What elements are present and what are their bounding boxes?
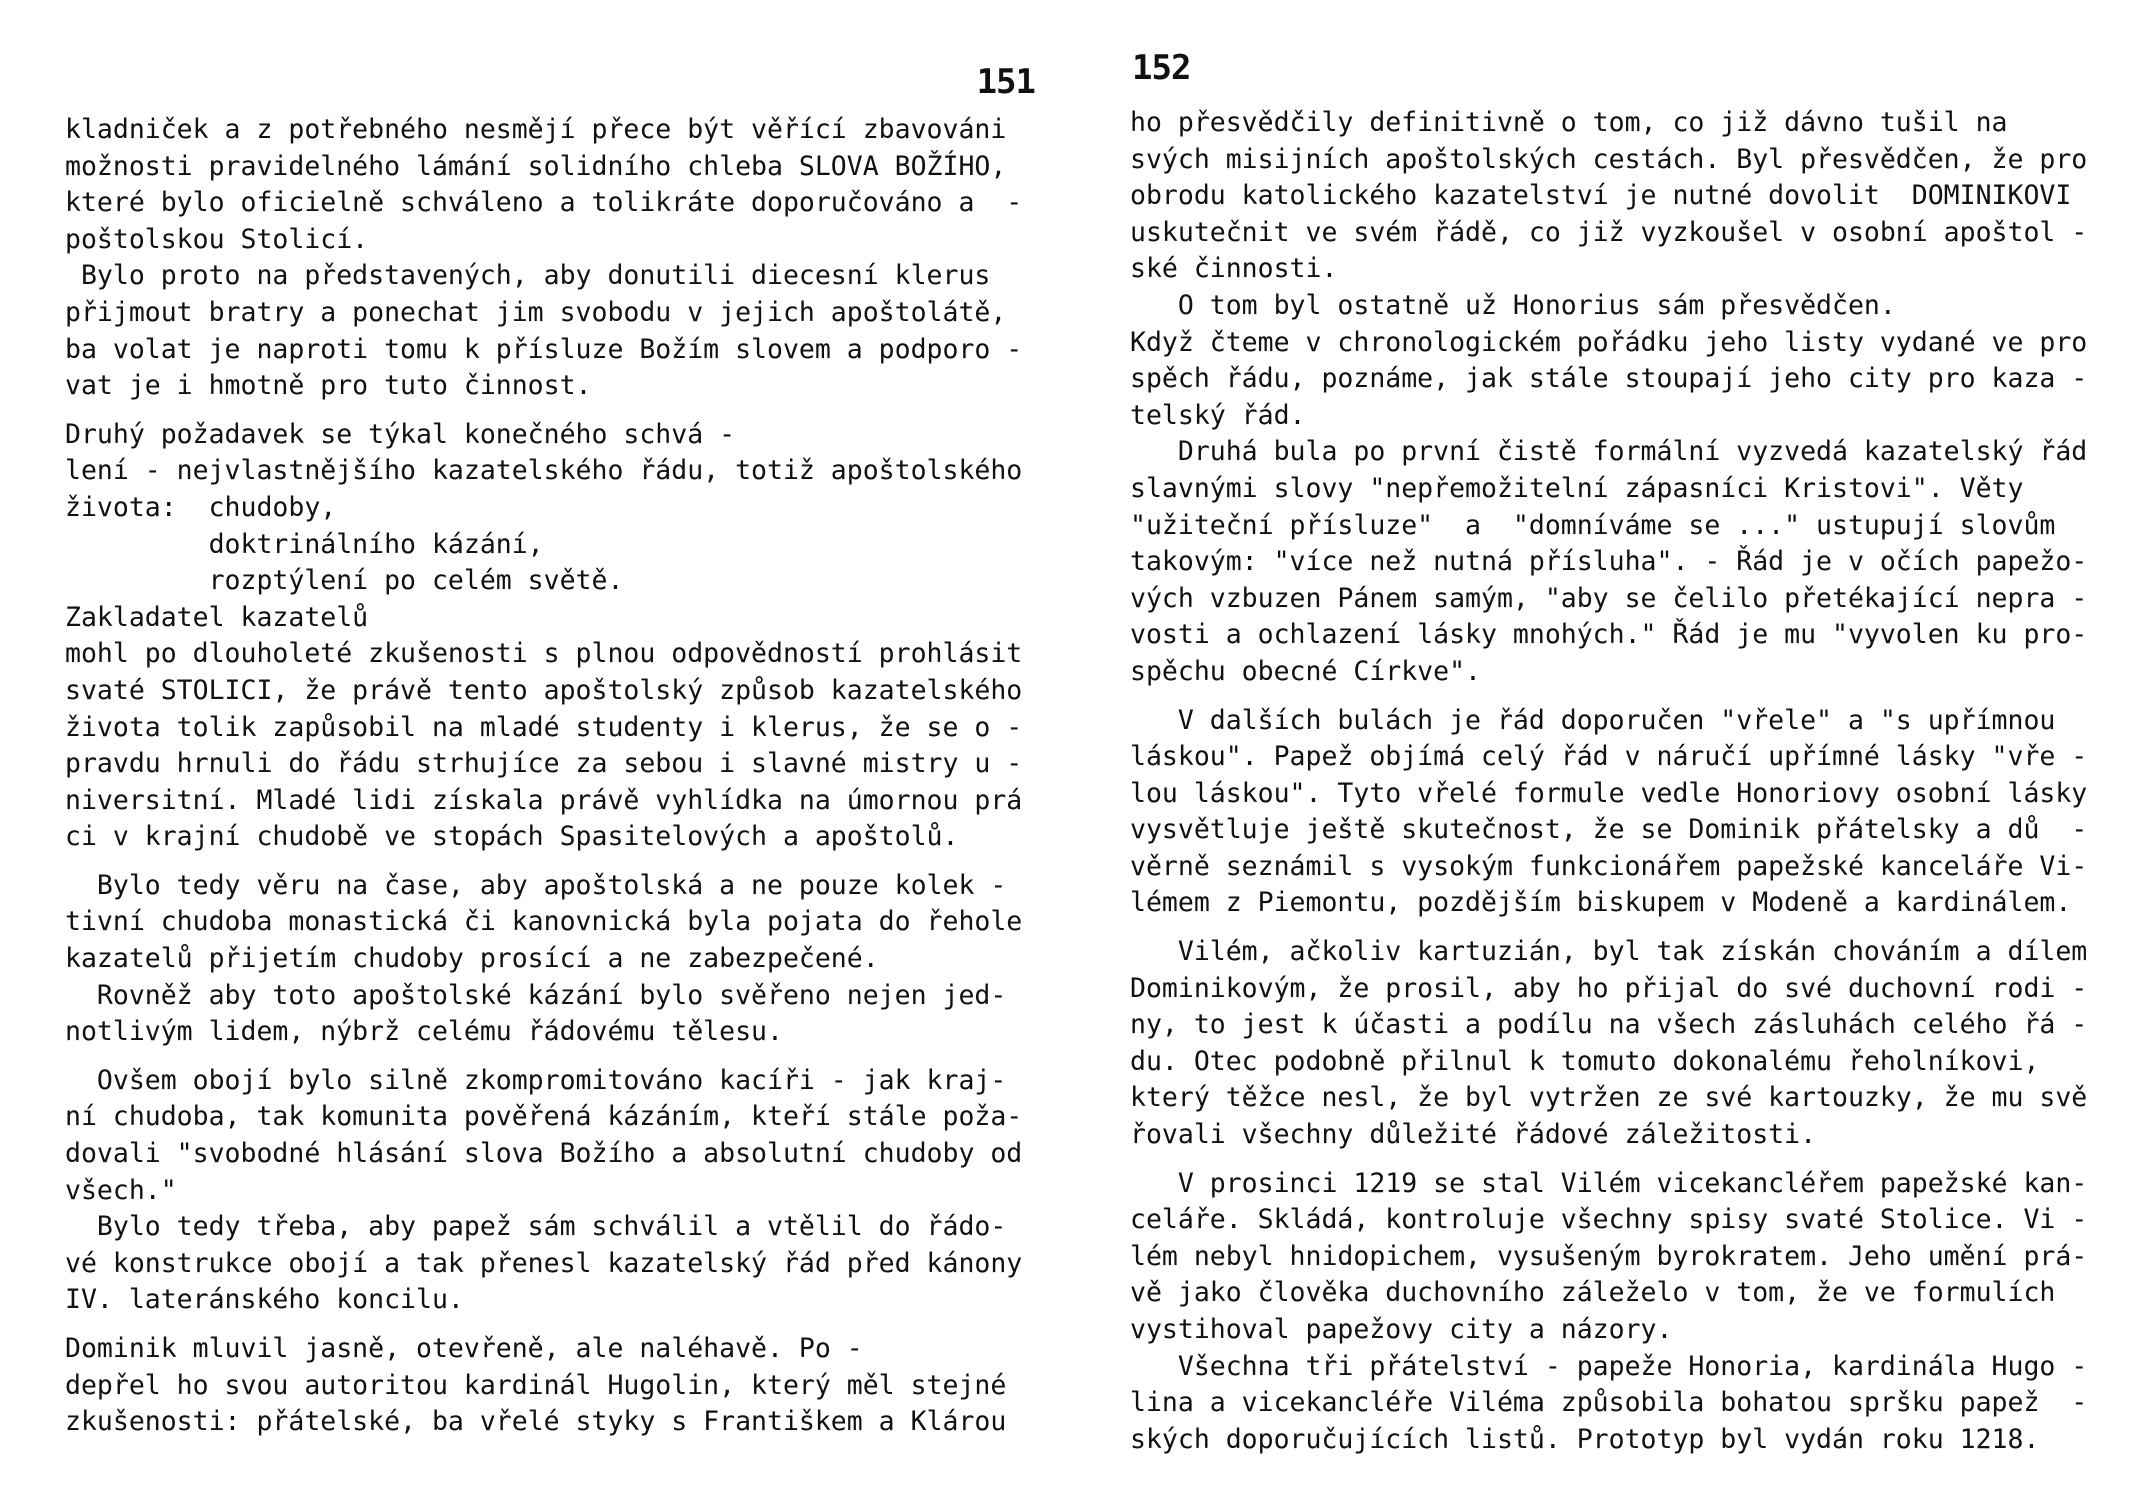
text-line: vystihoval papežovy city a názory. [1130,1314,1673,1345]
text-line: všech." [65,1174,177,1206]
text-line: řovali všechny důležité řádové záležitosti. [1130,1119,1817,1151]
text-line: doktrinálního kázání, [65,528,544,560]
paragraph-gap [65,405,1025,417]
text-line: tivní chudoba monastická či kanovnická byla pojata do řehole [65,906,1023,938]
text-line: du. Otec podobně přilnul k tomuto dokonalému řeholníkovi, [1130,1045,2040,1077]
paragraph-gap [1130,1154,2090,1166]
text-line: Bylo tedy věru na čase, aby apoštolská a ne pouze kolek - [65,869,1007,901]
text-line: vysvětluje ještě skutečnost, že se Dominik přátelsky a dů - [1130,814,2088,846]
text-line: telský řád. [1130,399,1306,431]
text-line: lou láskou". Tyto vřelé formule vedle Honoriovy osobní lásky [1130,777,2088,809]
page-number-right: 152 [1132,48,1191,88]
text-line: "užiteční přísluze" a "domníváme se ..." ustupují slovům [1130,509,2056,541]
paragraph-gap [1130,922,2090,934]
text-line: spěchu obecné Církve". [1130,655,1481,687]
right-page [1130,0,2090,1500]
text-line: notlivým lidem, nýbrž celému řádovému tělesu. [65,1016,783,1048]
text-line: láskou". Papež objímá celý řád v náručí upřímné lásky "vře - [1130,741,2088,773]
text-line: vat je i hmotně pro tuto činnost. [65,370,592,402]
text-line: Bylo proto na představených, aby donutili diecesní klerus [65,260,991,292]
right-page-text [1130,105,2090,1458]
text-line: depřel ho svou autoritou kardinál Hugolin, který měl stejné [65,1369,1007,1401]
text-line: ské činnosti. [1130,253,1338,285]
text-line: vých vzbuzen Pánem samým, "aby se čelilo přetékající nepra - [1130,582,2088,614]
text-line: ny, to jest k účasti a podílu na všech zásluhách celého řá - [1130,1009,2088,1041]
text-line: Zakladatel kazatelů [65,601,369,633]
text-line: obrodu katolického kazatelství je nutné dovolit DOMINIKOVI [1130,180,2072,212]
text-line: ní chudoba, tak komunita pověřená kázáním, kteří stále poža- [65,1101,1023,1133]
text-line: Ovšem obojí bylo silně zkompromitováno kacíři - jak kraj- [65,1064,1007,1096]
text-line: vě jako člověka duchovního záleželo v tom, že ve formulích [1130,1277,2056,1309]
text-line: Když čteme v chronologickém pořádku jeho listy vydané ve pro [1130,326,2088,358]
text-line: lina a vicekancléře Viléma způsobila bohatou spršku papež - [1130,1387,2088,1419]
text-line: Druhý požadavek se týkal konečného schvá - [65,418,736,450]
left-page-text [65,112,1025,1441]
text-line: kazatelů přijetím chudoby prosící a ne zabezpečené. [65,943,879,975]
text-line: uskutečnit ve svém řádě, co již vyzkoušel v osobní apoštol - [1130,216,2088,248]
paragraph-gap [65,1319,1025,1331]
text-line: ba volat je naproti tomu k přísluze Božím slovem a podporo - [65,333,1023,365]
text-line: ských doporučujících listů. Prototyp byl vydán roku 1218. [1130,1423,2040,1455]
text-line: takovým: "více než nutná přísluha". - Řád je v očích papežo- [1130,546,2088,578]
text-line: IV. lateránského koncilu. [65,1284,464,1316]
text-line: V prosinci 1219 se stal Vilém vicekancléřem papežské kan- [1130,1167,2088,1199]
text-line: O tom byl ostatně už Honorius sám přesvědčen. [1130,289,1896,321]
paragraph-gap [65,856,1025,868]
paragraph-gap [65,1051,1025,1063]
text-line: života: chudoby, [65,491,337,523]
text-line: Druhá bula po první čistě formální vyzvedá kazatelský řád [1130,436,2088,468]
text-line: Všechna tři přátelství - papeže Honoria, kardinála Hugo - [1130,1350,2088,1382]
text-line: poštolskou Stolicí. [65,223,369,255]
text-line: Bylo tedy třeba, aby papež sám schválil a vtělil do řádo- [65,1211,1007,1243]
text-line: ho přesvědčily definitivně o tom, co již dávno tušil na [1130,107,2008,138]
text-line: svaté STOLICI, že právě tento apoštolský způsob kazatelského [65,674,1023,706]
text-line: věrně seznámil s vysokým funkcionářem papežské kanceláře Vi- [1130,850,2088,882]
text-line: V dalších bulách je řád doporučen "vřele" a "s upřímnou [1130,704,2056,736]
text-line: lém nebyl hnidopichem, vysušeným byrokratem. Jeho umění prá- [1130,1240,2088,1272]
text-line: které bylo oficielně schváleno a tolikráte doporučováno a - [65,187,1023,219]
text-line: spěch řádu, poznáme, jak stále stoupají jeho city pro kaza - [1130,363,2088,395]
text-line: Vilém, ačkoliv kartuzián, byl tak získán chováním a dílem [1130,936,2088,968]
text-line: Dominik mluvil jasně, otevřeně, ale naléhavě. Po - [65,1333,863,1364]
text-line: přijmout bratry a ponechat jim svobodu v jejich apoštolátě, [65,296,1007,328]
text-line: vosti a ochlazení lásky mnohých." Řád je mu "vyvolen ku pro- [1130,619,2088,651]
text-line: niversitní. Mladé lidi získala právě vyhlídka na úmornou prá [65,784,1023,816]
paragraph-gap [1130,691,2090,703]
text-line: zkušenosti: přátelské, ba vřelé styky s Františkem a Klárou [65,1406,1007,1438]
text-line: který těžce nesl, že byl vytržen ze své kartouzky, že mu svě [1130,1082,2088,1114]
text-line: kladniček a z potřebného nesmějí přece být věřící zbavováni [65,114,1007,145]
text-line: života tolik zapůsobil na mladé studenty i klerus, že se o - [65,711,1023,743]
text-line: celáře. Skládá, kontroluje všechny spisy svaté Stolice. Vi - [1130,1204,2088,1236]
text-line: slavnými slovy "nepřemožitelní zápasníci Kristovi". Věty [1130,472,2024,504]
text-line: vé konstrukce obojí a tak přenesl kazatelský řád před kánony [65,1247,1023,1279]
text-line: možnosti pravidelného lámání solidního chleba SLOVA BOŽÍHO, [65,150,1007,182]
text-line: lení - nejvlastnějšího kazatelského řádu, totiž apoštolského [65,455,1023,487]
left-page [65,0,1035,1500]
text-line: dovali "svobodné hlásání slova Božího a absolutní chudoby od [65,1138,1023,1170]
text-line: lémem z Piemontu, pozdějším biskupem v Modeně a kardinálem. [1130,887,2072,919]
text-line: Dominikovým, že prosil, aby ho přijal do své duchovní rodi - [1130,972,2088,1004]
text-line: svých misijních apoštolských cestách. Byl přesvědčen, že pro [1130,143,2088,175]
text-line: ci v krajní chudobě ve stopách Spasitelových a apoštolů. [65,821,959,853]
text-line: mohl po dlouholeté zkušenosti s plnou odpovědností prohlásit [65,638,1023,670]
text-line: Rovněž aby toto apoštolské kázání bylo svěřeno nejen jed- [65,979,1007,1011]
page-number-left: 151 [976,62,1035,102]
text-line: pravdu hrnuli do řádu strhujíce za sebou i slavné mistry u - [65,748,1023,780]
text-line: rozptýlení po celém světě. [65,565,624,597]
